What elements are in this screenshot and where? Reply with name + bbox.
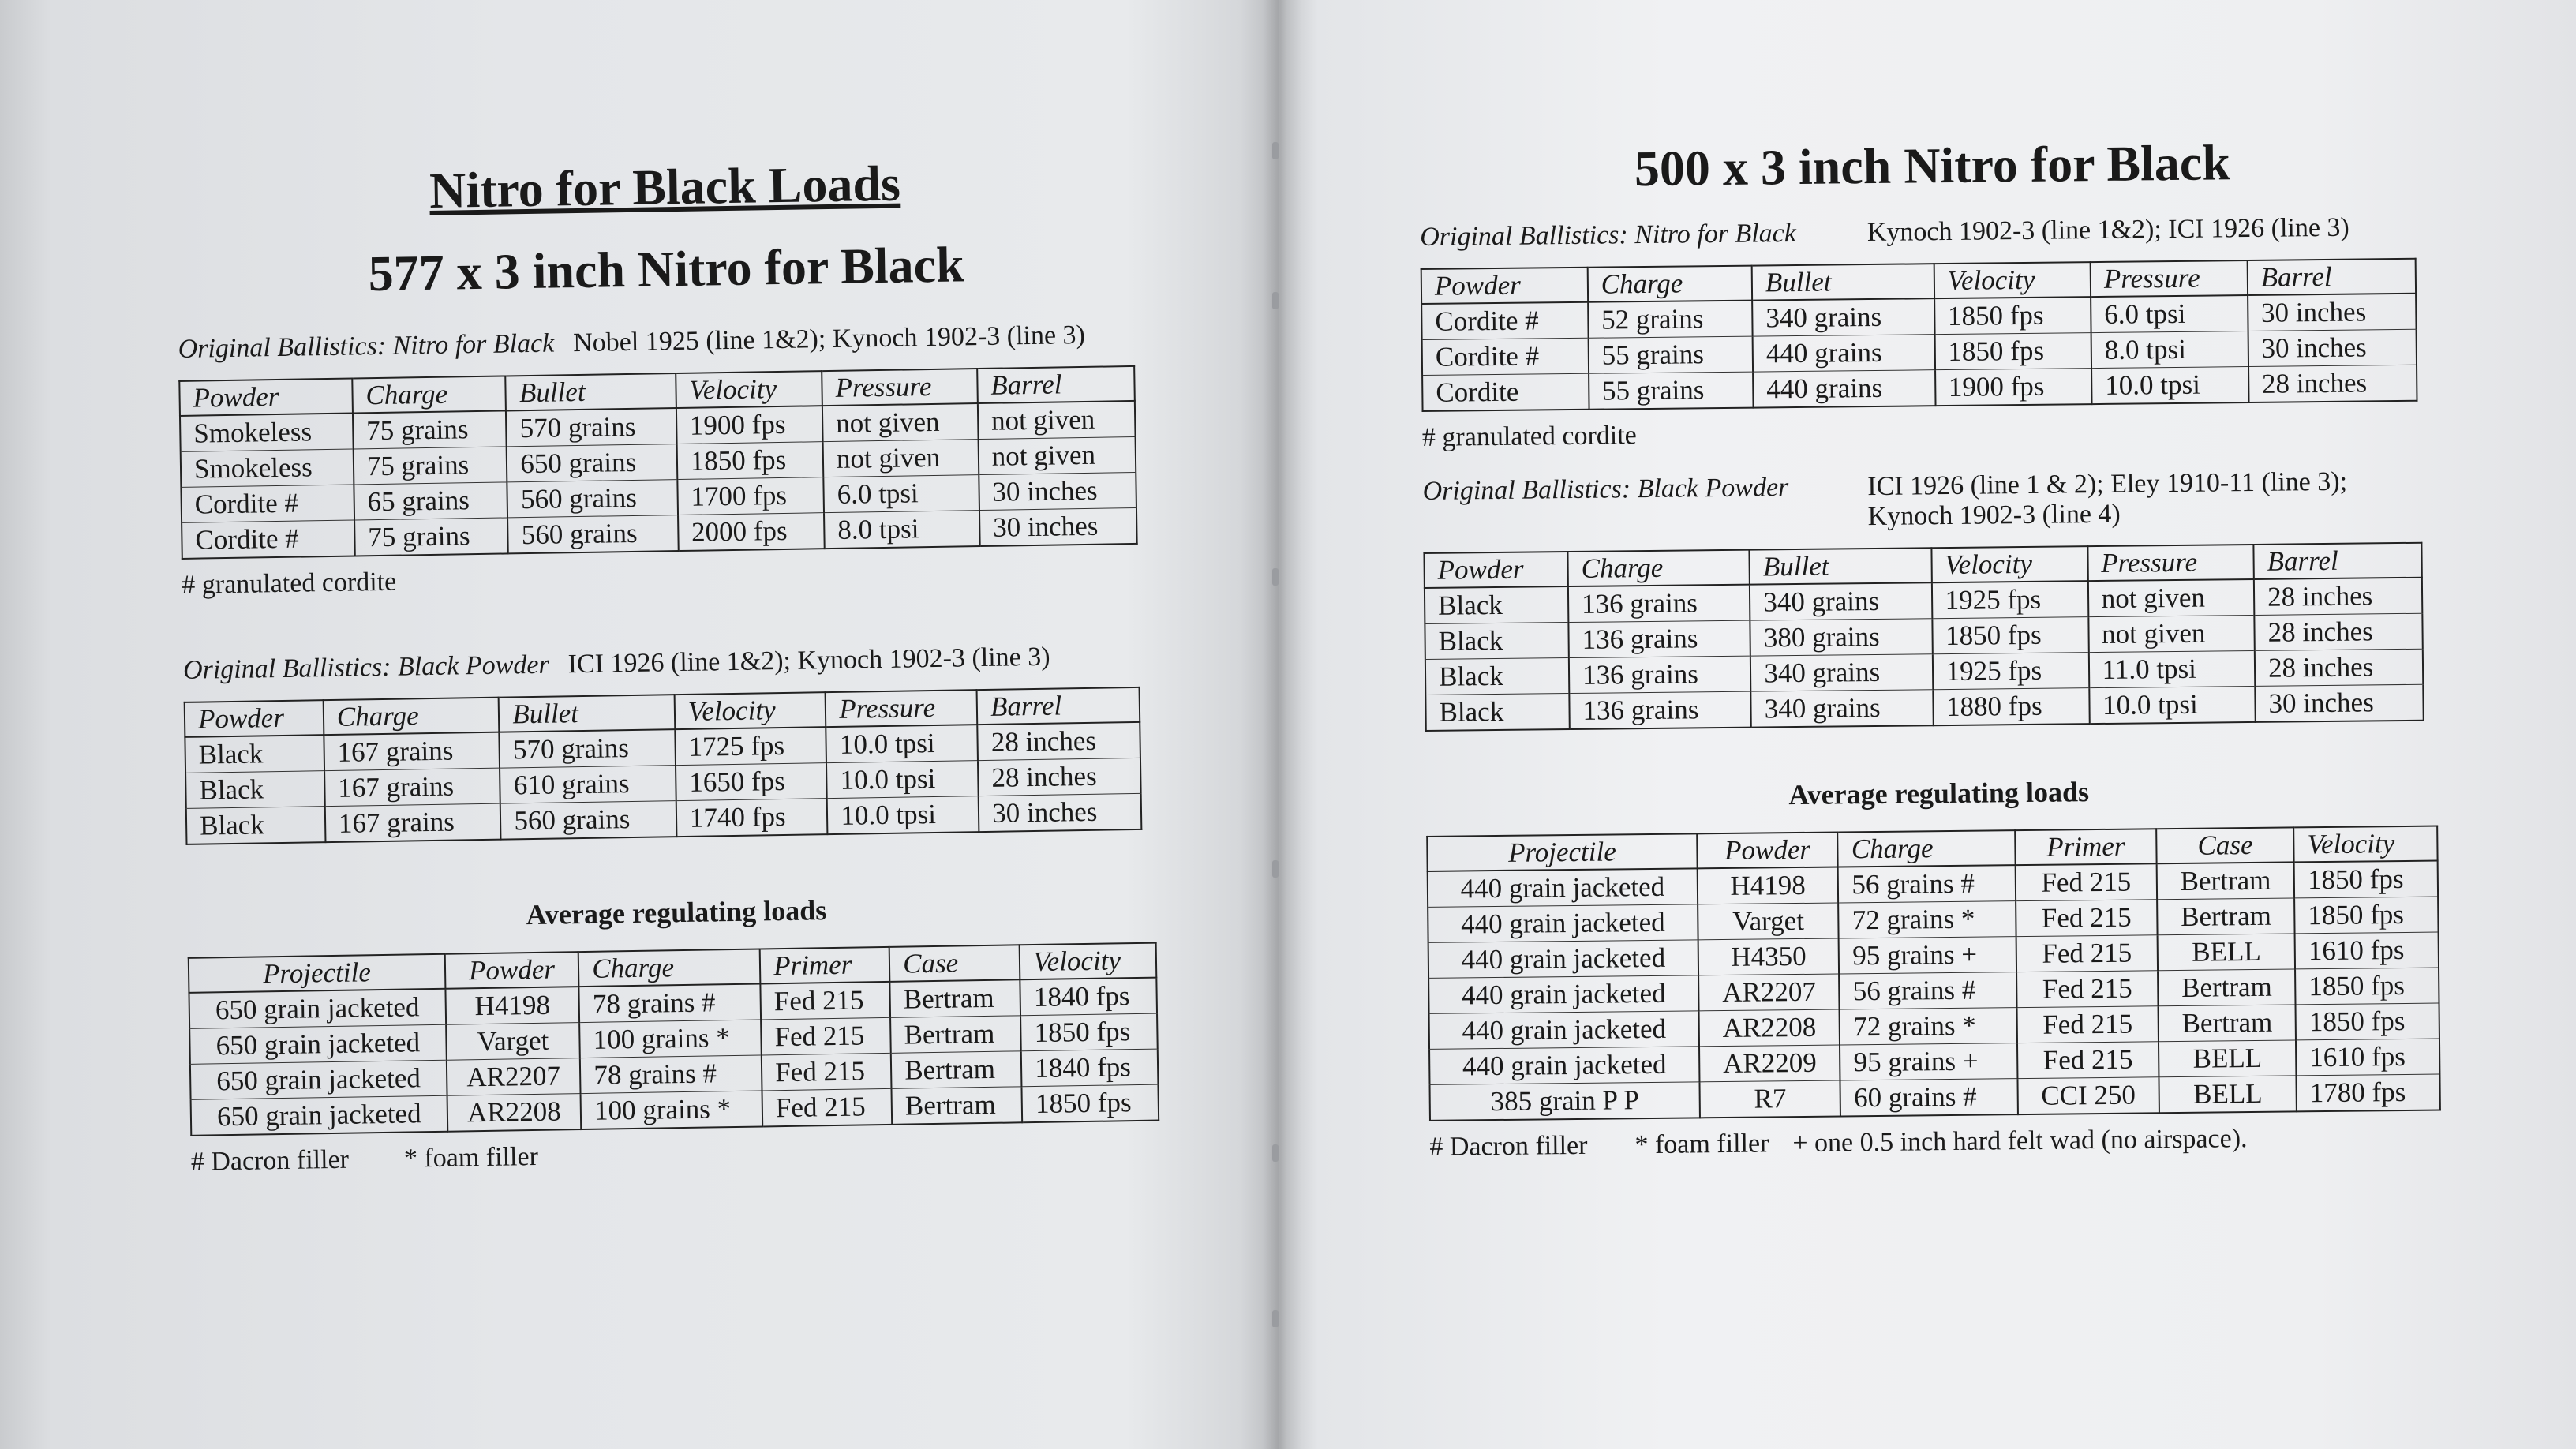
right-page [1279,0,2576,1449]
ballistics-label: Original Ballistics: Nitro for Black [1420,219,1797,252]
column-header: Barrel [2253,543,2421,579]
table-cell: 56 grains # [1838,865,2016,903]
column-header: Velocity [675,692,826,729]
ballistics-source [1867,467,2348,532]
column-header: Charge [1587,266,1752,302]
table-cell: 1900 fps [1935,369,2092,406]
table-cell: H4198 [1698,867,1839,904]
table-cell: 30 inches [2248,294,2417,331]
column-header: Charge [352,376,506,413]
table-cell: Smokeless [181,449,354,487]
table-cell: AR2208 [1699,1009,1840,1046]
table-cell: 340 grains [1752,298,1934,336]
table-cell: 8.0 tpsi [824,511,980,549]
nitro-ballistics-table [178,365,1137,560]
regulating-loads-table [188,942,1159,1136]
column-header: Case [2156,827,2293,863]
ballistics-label: Original Ballistics: Nitro for Black [178,328,555,364]
column-header: Velocity [676,371,822,408]
table-cell: 570 grains [506,408,676,447]
table-cell: Cordite [1422,373,1589,411]
ballistics-source: Kynoch 1902-3 (line 1&2); ICI 1926 (line 3) [1866,212,2349,248]
table-cell: 30 inches [979,507,1137,546]
column-header: Primer [2015,829,2157,865]
table-cell: 1725 fps [675,727,826,766]
column-header: Charge [1567,550,1750,586]
table-cell: Bertram [2159,1005,2296,1042]
table-cell: Fed 215 [2016,900,2158,937]
column-header: Powder [1421,268,1588,304]
binding-staple [1272,142,1279,159]
book-gutter [1263,0,1302,1449]
table-cell: 1850 fps [2294,897,2438,934]
table-cell: 650 grain jacketed [191,1095,447,1136]
table-cell: 95 grains + [1840,1043,2017,1080]
table-cell: AR2207 [1698,974,1840,1011]
table-cell: Black [1425,658,1569,695]
regulating-footnotes [191,1132,1170,1177]
table-cell: 72 grains * [1840,1008,2017,1045]
cartridge-title-500: 500 x 3 inch Nitro for Black [1634,134,2231,197]
column-header: Powder [1697,832,1838,868]
table-cell: 1610 fps [2296,1039,2439,1076]
table-cell: 78 grains # [579,983,762,1022]
table-cell: Cordite # [182,520,355,559]
table-cell: 1650 fps [676,763,827,801]
table-cell: Bertram [2158,969,2295,1006]
table-cell: 75 grains [353,410,507,449]
table-cell: 52 grains [1588,301,1753,339]
table-cell: 136 grains [1568,585,1750,623]
nitro-ballistics-heading [178,319,1156,364]
table-cell: 1880 fps [1933,688,2090,726]
table-cell: Black [185,771,325,809]
table-cell: Fed 215 [761,1017,891,1055]
ballistics-label: Original Ballistics: Black Powder [182,650,549,685]
table-cell: 1850 fps [1934,333,2091,370]
table-cell: 28 inches [2254,613,2422,650]
table-cell: 340 grains [1750,654,1933,691]
column-header: Velocity [1934,262,2091,298]
table-cell: 1850 fps [2296,1003,2439,1040]
table-cell: 75 grains [354,447,507,485]
column-header: Projectile [189,954,445,993]
table-cell: 1700 fps [677,477,824,515]
black-ballistics-heading [1422,466,2449,537]
table-cell: 100 grains * [581,1091,763,1129]
table-cell: Cordite # [1422,338,1589,375]
column-header: Powder [185,700,324,737]
column-header: Pressure [2087,545,2254,581]
table-cell: BELL [2159,1040,2296,1077]
table-cell: Cordite # [181,485,354,522]
table-cell: 72 grains * [1839,901,2016,938]
column-header: Barrel [977,687,1140,724]
table-cell: 55 grains [1588,336,1753,373]
right-page-content [1419,131,2455,1163]
table-cell: 95 grains + [1839,937,2016,974]
table-cell: 440 grain jacketed [1429,1046,1699,1085]
table-cell: Bertram [891,1051,1022,1089]
table-cell: BELL [2158,934,2295,971]
table-cell: 440 grains [1753,335,1935,372]
nitro-ballistics-table [1421,258,2418,412]
ballistics-source-line-2: Kynoch 1902-3 (line 4) [1867,499,2121,532]
regulating-loads-table [1426,826,2441,1121]
column-header: Charge [578,949,761,987]
column-header: Barrel [977,366,1135,403]
table-cell: 650 grain jacketed [189,1024,446,1064]
regulating-loads-heading: Average regulating loads [526,894,827,931]
table-cell: not given [978,436,1136,474]
table-cell: not given [823,440,979,477]
table-cell: 1850 fps [1932,617,2089,654]
table-cell: 650 grain jacketed [189,989,445,1029]
table-cell: 100 grains * [579,1020,762,1058]
table-cell: Varget [446,1023,580,1061]
table-cell: 28 inches [977,722,1140,761]
column-header: Powder [179,379,353,416]
cordite-footnote: # granulated cordite [1421,421,1637,452]
table-cell: Black [1425,586,1568,623]
binding-staple [1272,292,1279,309]
table-cell: 8.0 tpsi [2091,331,2248,369]
black-powder-table [184,687,1143,845]
binding-staple [1272,568,1279,586]
column-header: Velocity [1931,546,2088,582]
table-cell: 1840 fps [1021,1049,1158,1087]
table-cell: 340 grains [1750,582,1932,620]
table-cell: 10.0 tpsi [827,796,979,835]
table-cell: 1850 fps [2294,861,2438,898]
column-header: Velocity [1020,943,1156,980]
table-cell: 650 grain jacketed [190,1060,447,1099]
column-header: Bullet [506,373,676,410]
table-cell: Fed 215 [2017,1042,2159,1079]
column-header: Pressure [2091,260,2248,297]
footnote-foam: * foam filler [1634,1129,1769,1160]
table-cell: AR2207 [447,1058,581,1096]
table-cell: 1900 fps [676,406,823,444]
table-cell: 340 grains [1751,690,1934,728]
column-header: Bullet [499,695,675,732]
column-header: Bullet [1750,548,1932,584]
table-cell: 167 grains [324,732,500,771]
ballistics-source-line-1: ICI 1926 (line 1 & 2); Eley 1910-11 (line 3); [1867,466,2348,502]
regulating-footnotes [1429,1121,2455,1163]
table-cell: not given [822,403,979,442]
table-cell: R7 [1699,1080,1840,1118]
table-cell: Bertram [2157,862,2294,899]
table-cell: Black [1425,694,1569,731]
table-cell: 6.0 tpsi [2091,295,2248,333]
table-cell: 570 grains [500,729,676,768]
table-cell: Black [185,735,324,773]
table-cell: 136 grains [1568,620,1750,657]
table-cell: Black [1425,623,1568,660]
table-cell: Bertram [892,1087,1023,1125]
table-cell: AR2209 [1699,1045,1840,1082]
column-header: Charge [1838,830,2016,867]
table-cell: 30 inches [979,472,1136,510]
binding-staple [1272,1310,1279,1327]
nitro-ballistics-heading [1420,212,2446,253]
column-header: Primer [760,947,890,984]
table-cell: 1780 fps [2297,1074,2440,1111]
ballistics-source: Nobel 1925 (line 1&2); Kynoch 1902-3 (line 3) [572,320,1086,358]
table-cell: Fed 215 [762,1088,893,1126]
left-page [0,0,1279,1449]
table-cell: 610 grains [500,766,676,803]
table-cell: 55 grains [1589,372,1754,410]
table-cell: Smokeless [180,414,354,452]
table-cell: 440 grain jacketed [1428,940,1698,979]
table-cell: 30 inches [2255,684,2423,722]
regulating-loads-heading: Average regulating loads [1788,776,2090,811]
footnote-dacron: # Dacron filler [190,1144,350,1177]
table-cell: 11.0 tpsi [2088,650,2255,687]
table-cell: 2000 fps [678,513,825,551]
table-cell: 560 grains [507,480,678,518]
black-powder-table [1423,542,2424,732]
table-cell: 10.0 tpsi [826,761,978,799]
table-cell: H4350 [1698,938,1840,975]
cartridge-title-577: 577 x 3 inch Nitro for Black [368,236,965,302]
table-cell: BELL [2159,1076,2297,1113]
table-cell: 1840 fps [1020,978,1157,1016]
table-cell: H4198 [445,987,579,1024]
table-cell: 1850 fps [1022,1084,1159,1122]
table-cell: 136 grains [1569,691,1751,729]
table-cell: Fed 215 [2015,863,2157,900]
table-cell: 380 grains [1750,619,1933,656]
table-cell: 28 inches [2248,365,2417,402]
table-cell: Fed 215 [2016,1006,2159,1043]
column-header: Powder [445,952,579,989]
column-header: Pressure [826,690,977,727]
table-cell: 10.0 tpsi [2089,686,2256,724]
table-cell: Fed 215 [760,982,890,1020]
column-header: Velocity [2293,826,2437,863]
table-cell: not given [2087,579,2254,617]
table-cell: 167 grains [324,768,500,806]
column-header: Projectile [1427,833,1697,871]
left-page-content [175,151,1170,1178]
column-header: Bullet [1752,264,1934,300]
ballistics-label: Original Ballistics: Black Powder [1422,473,1789,506]
cordite-footnote: # granulated cordite [182,567,397,600]
table-cell: 60 grains # [1840,1079,2018,1117]
footnote-felt-wad: + one 0.5 inch hard felt wad (no airspace). [1792,1124,2248,1159]
table-cell: 385 grain P P [1430,1082,1700,1121]
table-cell: 10.0 tpsi [826,724,979,763]
table-cell: not given [2088,615,2255,652]
ballistics-source: ICI 1926 (line 1&2); Kynoch 1902-3 (line 3) [567,642,1050,680]
page-title: Nitro for Black Loads [429,155,901,219]
table-cell: 6.0 tpsi [823,475,979,513]
table-cell: Black [186,807,326,844]
table-cell: CCI 250 [2017,1077,2159,1114]
table-cell: 1610 fps [2295,932,2439,969]
table-cell: 440 grains [1753,370,1935,408]
table-cell: 56 grains # [1840,972,2017,1009]
table-cell: Varget [1698,903,1839,940]
table-cell: 440 grain jacketed [1429,1011,1699,1050]
table-cell: Fed 215 [2016,971,2159,1008]
table-cell: 650 grains [507,444,677,482]
table-cell: 10.0 tpsi [2091,367,2248,405]
table-cell: 1850 fps [1934,297,2091,335]
table-cell: 1850 fps [676,442,823,480]
table-cell: 1850 fps [2295,968,2439,1005]
table-cell: 1850 fps [1020,1013,1157,1051]
table-cell: 560 grains [507,515,678,554]
table-cell: 28 inches [2255,649,2423,686]
table-cell: 136 grains [1569,656,1751,693]
table-cell: 75 grains [354,518,508,556]
table-cell: 30 inches [2248,329,2417,366]
table-cell: 440 grain jacketed [1428,975,1698,1014]
table-cell: 65 grains [354,482,507,520]
table-cell: 78 grains # [580,1055,762,1094]
table-cell: Fed 215 [2016,935,2158,972]
table-cell: not given [978,401,1136,440]
table-cell: Fed 215 [762,1053,892,1091]
table-cell: 1925 fps [1931,581,2088,619]
binding-staple [1272,860,1279,878]
column-header: Powder [1424,552,1567,588]
table-cell: Bertram [2157,898,2294,935]
table-cell: 167 grains [325,803,501,842]
footnote-dacron: # Dacron filler [1429,1130,1588,1162]
table-cell: 1925 fps [1932,653,2089,690]
table-cell: 1740 fps [676,799,828,837]
table-cell: 28 inches [978,758,1140,796]
table-cell: 30 inches [979,793,1142,832]
table-cell: 28 inches [2254,578,2422,616]
binding-staple [1272,1144,1279,1162]
table-cell: 560 grains [500,801,676,840]
table-cell: AR2208 [447,1094,581,1132]
column-header: Case [889,945,1020,982]
footnote-foam: * foam filler [403,1141,539,1174]
column-header: Charge [324,698,500,735]
table-cell: 440 grain jacketed [1428,868,1698,907]
table-cell: 440 grain jacketed [1428,904,1698,943]
column-header: Barrel [2247,259,2416,295]
table-cell: Bertram [890,979,1021,1017]
table-cell: Cordite # [1421,302,1588,340]
column-header: Pressure [822,369,977,406]
table-cell: Bertram [890,1016,1021,1054]
